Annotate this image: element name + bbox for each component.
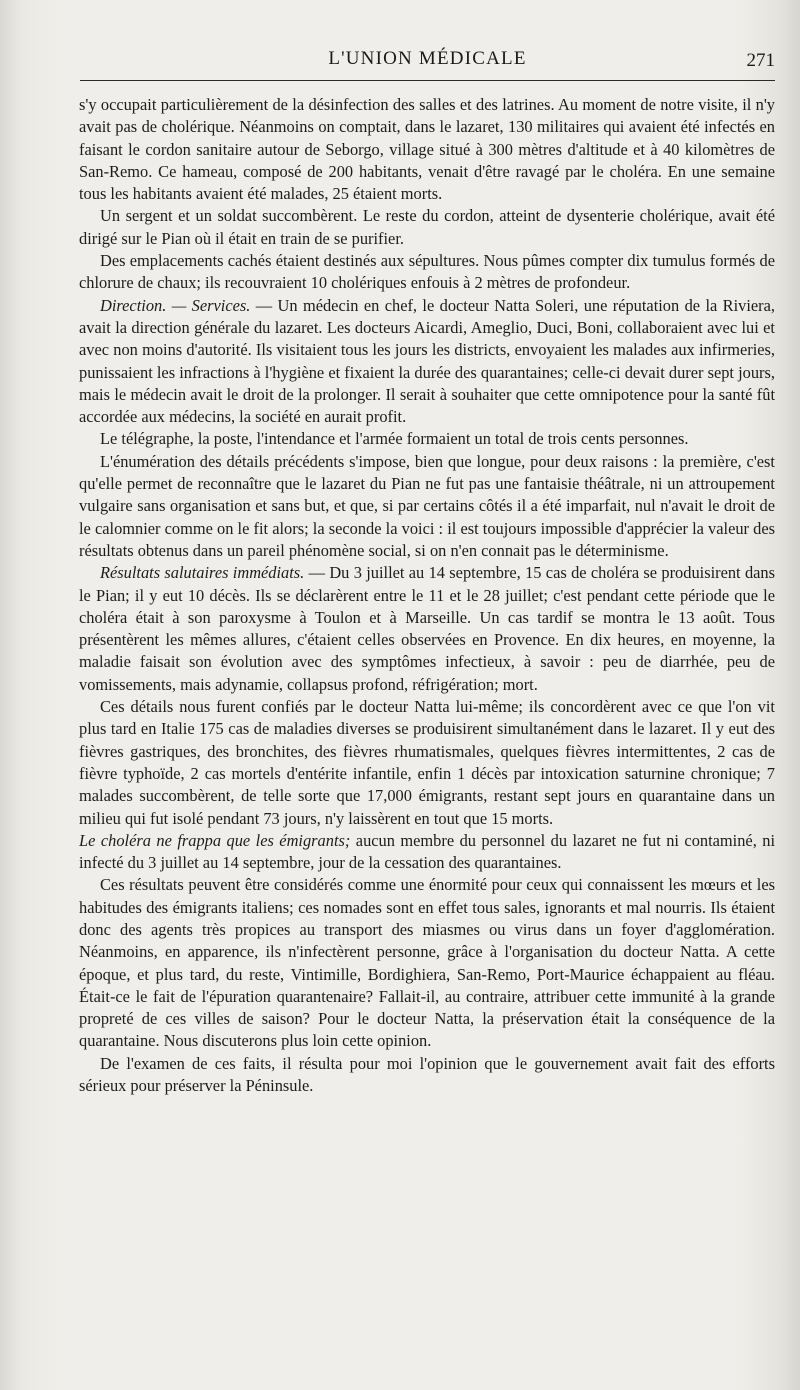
running-title: L'UNION MÉDICALE bbox=[328, 48, 527, 69]
paragraph-consequences: Ces résultats peuvent être considérés comme une énormité pour ceux qui connaissent les mœurs et les habitudes des émigrants italiens; ces nomades sont en effet tous sales, ignorants et mal nourris. Ils étaient donc des agents très propices au transport des miasmes ou virus dans un foyer d'agglomération. Néanmoins, en apparence, ils n'infectèrent personne, grâce à l'organisation du docteur Natta. A cette époque, et plus tard, du reste, Vintimille, Bordighiera, San-Remo, Port-Maurice échappaient au fléau. Était-ce le fait de l'épuration quarantenaire? Fallait-il, au contraire, attribuer cette immunité à la grande propreté de ces villes de saison? Pour le docteur Natta, la préservation était la conséquence de la quarantaine. Nous discuterons plus loin cette opinion. bbox=[79, 875, 775, 1051]
section-heading-resultats: Résultats salutaires immédiats. bbox=[100, 563, 305, 583]
page-header bbox=[80, 48, 775, 76]
paragraph-cholera bbox=[79, 830, 775, 875]
paragraph-enumeration: L'énumération des détails précédents s'impose, bien que longue, pour deux raisons : la première, c'est qu'elle permet de reconnaître que le lazaret du Pian ne fut pas une fantaisie théâtrale, ni un attroupement vulgaire sans organisation et sans but, et que, si par certains côtés il a été imparfait, nul n'avait le droit de le calomnier comme on le fit alors; la seconde la voici : il est toujours impossible d'apprécier la valeur des résultats obtenus dans un pareil phénomène social, si on n'en connait pas le déterminisme. bbox=[79, 451, 775, 560]
paragraph-sepultures: Des emplacements cachés étaient destinés aux sépultures. Nous pûmes compter dix tumulus formés de chlorure de chaux; ils recouvraient 10 cholériques enfouis à 2 mètres de profondeur. bbox=[79, 251, 775, 293]
paragraph-continued: s'y occupait particulièrement de la désinfection des salles et des latrines. Au moment de notre visite, il n'y avait pas de cholérique. Néanmoins on comptait, dans le lazaret, 130 militaires qui avaient été infectés en faisant le cordon sanitaire autour de Seborgo, village situé à 300 mètres d'altitude et à 40 kilomètres de San-Remo. Ce hameau, composé de 200 habitants, venait d'être ravagé par le choléra. En une semaine tous les habitants avaient été malades, 25 étaient morts. bbox=[79, 95, 775, 204]
paragraph-sergent: Un sergent et un soldat succombèrent. Le reste du cordon, atteint de dysenterie cholérique, avait été dirigé sur le Pian où il était en train de se purifier. bbox=[79, 206, 775, 248]
section-heading-cholera: Le choléra ne frappa que les émigrants; bbox=[79, 830, 351, 850]
paragraph-telegraphe: Le télégraphe, la poste, l'intendance et l'armée formaient un total de trois cents personnes. bbox=[100, 429, 689, 449]
header-rule bbox=[80, 80, 775, 81]
paragraph-details: Ces détails nous furent confiés par le docteur Natta lui-même; ils concordèrent avec ce que l'on vit plus tard en Italie 175 cas de maladies diverses se produisirent simultanément dans le lazaret. Il y eut des fièvres gastriques, des bronchites, des fièvres rhumatismales, quelques fièvres intermittentes, 2 cas de fièvre typhoïde, 2 cas mortels d'entérite infantile, enfin 1 décès par intoxication saturnine chronique; 7 malades succombèrent, de telle sorte que 17,000 émigrants, restant sept jours en quarantaine dans un milieu qui fut isolé pendant 73 jours, n'y laissèrent en tout que 15 morts. bbox=[79, 697, 775, 828]
body-text bbox=[79, 94, 775, 1097]
paragraph-resultats-text: — Du 3 juillet au 14 septembre, 15 cas de choléra se produisirent dans le Pian; il y eut 10 décès. Ils se déclarèrent entre le 11 et le 28 juillet; c'est pendant cette période que le choléra était à son paroxysme à Toulon et à Marseille. Un cas tardif se montra le 13 août. Tous présentèrent les mêmes allures, c'étaient celles observées en Provence. En dix heures, en moyenne, la maladie faisait son évolution avec des symptômes infectieux, à savoir : peu de diarrhée, peu de vomissements, mais adynamie, collapsus profond, réfrigération; mort. bbox=[79, 563, 775, 694]
paragraph-conclusion: De l'examen de ces faits, il résulta pour moi l'opinion que le gouvernement avait fait des efforts sérieux pour préserver la Péninsule. bbox=[79, 1053, 775, 1096]
section-heading-direction: Direction. — Services. bbox=[100, 295, 251, 315]
paragraph-resultats bbox=[79, 562, 775, 696]
paragraph-direction bbox=[79, 295, 775, 429]
paragraph-cholera-text: aucun membre du personnel du lazaret ne fut ni contaminé, ni infecté du 3 juillet au 14 septembre, jour de la cessation des quarantaines. bbox=[79, 830, 776, 873]
page-number: 271 bbox=[746, 50, 775, 71]
paragraph-direction-text: — Un médecin en chef, le docteur Natta Soleri, une réputation de la Riviera, avait la direction générale du lazaret. Les docteurs Aicardi, Ameglio, Duci, Boni, collaboraient avec lui et avec non moins d'autorité. Ils visitaient tous les jours les districts, envoyaient les malades aux infirmeries, punissaient les infractions à l'hygiène et fixaient la durée des quarantaines; celle-ci devait durer sept jours, mais le médecin avait le droit de la prolonger. Il serait à souhaiter que cette omnipotence pour la santé fût accordée aux médecins, la société en aurait profit. bbox=[79, 295, 776, 427]
